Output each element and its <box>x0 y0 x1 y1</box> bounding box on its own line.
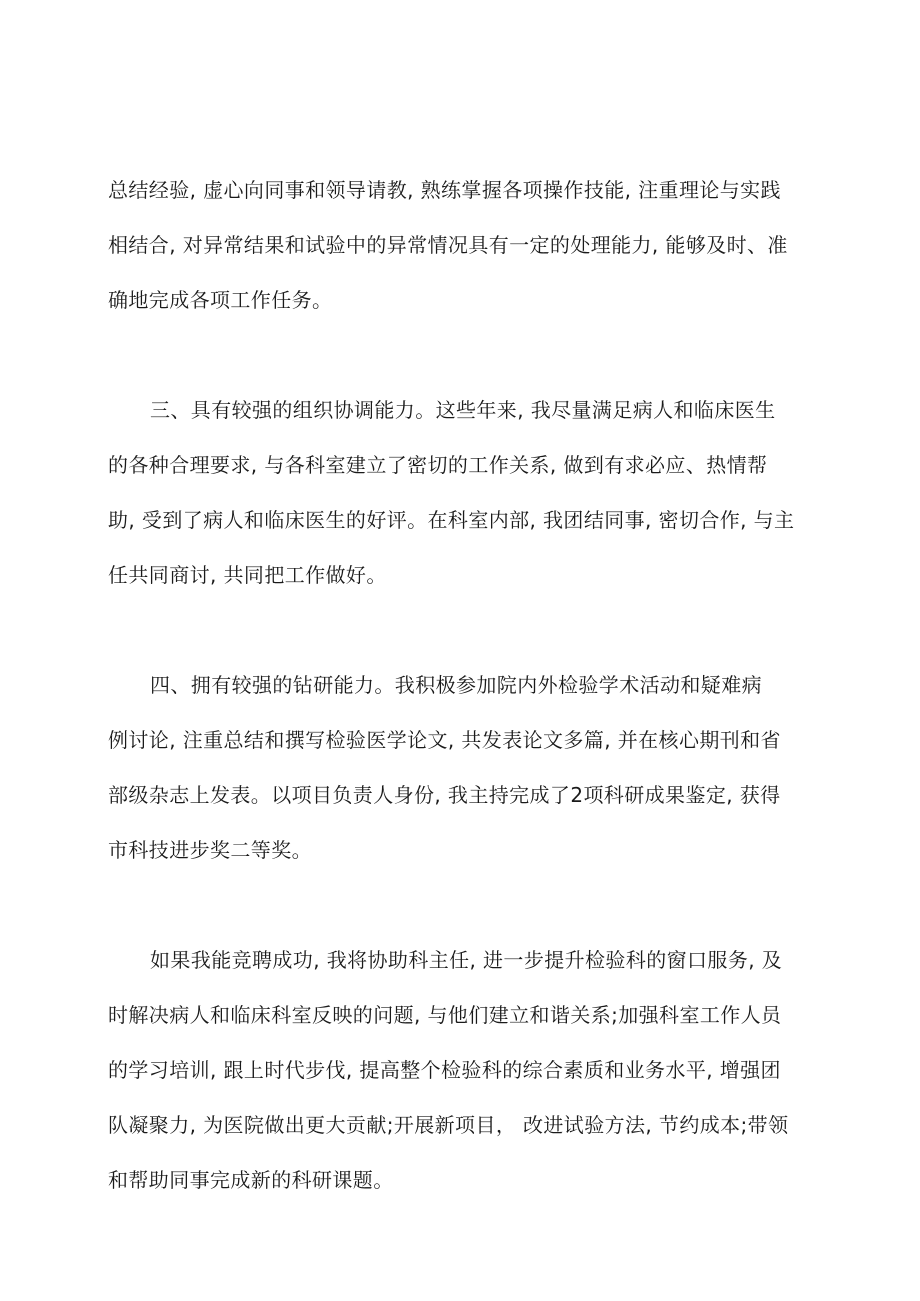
paragraph-4-line-1: 如果我能竞聘成功, 我将协助科主任, 进一步提升检验科的窗口服务, 及 <box>150 948 783 972</box>
paragraph-2-line-2: 的各种合理要求, 与各科室建立了密切的工作关系, 做到有求必应、热情帮 <box>108 453 768 477</box>
paragraph-4-line-4: 队凝聚力, 为医院做出更大贡献;开展新项目， 改进试验方法, 节约成本;带领 <box>108 1113 789 1137</box>
paragraph-4-line-2: 时解决病人和临床科室反映的问题, 与他们建立和谐关系;加强科室工作人员 <box>108 1003 782 1027</box>
paragraph-2-line-1: 三、具有较强的组织协调能力。这些年来, 我尽量满足病人和临床医生 <box>150 398 776 422</box>
paragraph-3-line-2: 例讨论, 注重总结和撰写检验医学论文, 共发表论文多篇, 并在核心期刊和省 <box>108 728 781 752</box>
paragraph-1-line-3: 确地完成各项工作任务。 <box>108 288 333 312</box>
paragraph-1-line-1: 总结经验, 虚心向同事和领导请教, 熟练掌握各项操作技能, 注重理论与实践 <box>108 178 781 202</box>
paragraph-2-line-4: 任共同商讨, 共同把工作做好。 <box>108 563 387 587</box>
paragraph-1-line-2: 相结合, 对异常结果和试验中的异常情况具有一定的处理能力, 能够及时、准 <box>108 233 788 257</box>
paragraph-4-line-5: 和帮助同事完成新的科研课题。 <box>108 1168 394 1192</box>
paragraph-3-line-1: 四、拥有较强的钻研能力。我积极参加院内外检验学术活动和疑难病 <box>150 673 762 697</box>
paragraph-2-line-3: 助, 受到了病人和临床医生的好评。在科室内部, 我团结同事, 密切合作, 与主 <box>108 508 795 532</box>
paragraph-3-line-3: 部级杂志上发表。以项目负责人身份, 我主持完成了2项科研成果鉴定, 获得 <box>108 783 781 807</box>
paragraph-4-line-3: 的学习培训, 跟上时代步伐, 提高整个检验科的综合素质和业务水平, 增强团 <box>108 1058 781 1082</box>
paragraph-3-line-4: 市科技进步奖二等奖。 <box>108 838 312 862</box>
